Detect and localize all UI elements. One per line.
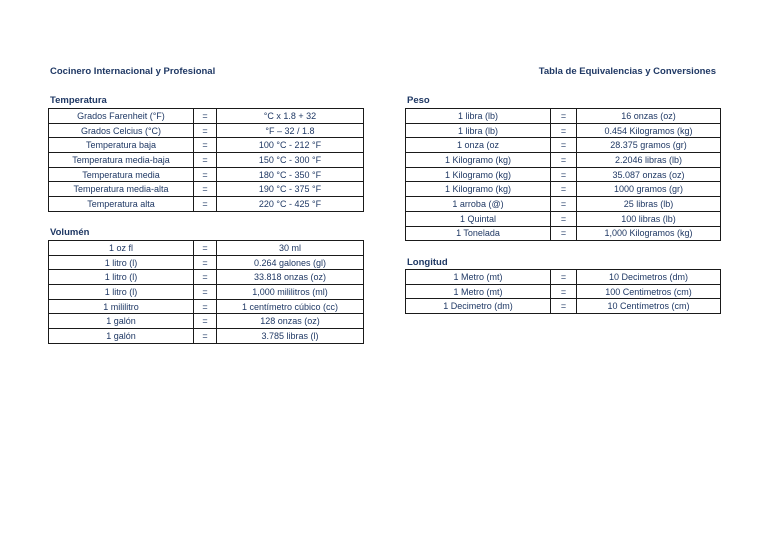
equals-cell: =: [194, 109, 217, 124]
unit-cell: Temperatura media-alta: [49, 182, 194, 197]
unit-cell: 1 mililitro: [49, 299, 194, 314]
unit-cell: Temperatura alta: [49, 197, 194, 212]
table-temperatura: [48, 108, 364, 212]
equals-cell: =: [194, 285, 217, 300]
unit-cell: 1 Decimetro (dm): [406, 299, 551, 314]
equals-cell: =: [551, 109, 577, 124]
equivalent-cell: 1,000 Kilogramos (kg): [577, 226, 721, 241]
equals-cell: =: [551, 226, 577, 241]
equals-cell: =: [194, 123, 217, 138]
unit-cell: 1 litro (l): [49, 285, 194, 300]
equals-cell: =: [194, 241, 217, 256]
section-title-volumen: Volumén: [50, 227, 90, 238]
equals-cell: =: [194, 138, 217, 153]
unit-cell: Grados Farenheit (°F): [49, 109, 194, 124]
unit-cell: 1 oz fl: [49, 241, 194, 256]
unit-cell: 1 onza (oz: [406, 138, 551, 153]
table-row: [49, 138, 364, 153]
equivalent-cell: 2.2046 libras (lb): [577, 153, 721, 168]
equivalent-cell: 100 Centimetros (cm): [577, 284, 721, 299]
equals-cell: =: [551, 182, 577, 197]
table-row: [49, 197, 364, 212]
equals-cell: =: [551, 211, 577, 226]
equals-cell: =: [194, 314, 217, 329]
table-row: [406, 211, 721, 226]
table-row: [49, 167, 364, 182]
unit-cell: 1 arroba (@): [406, 197, 551, 212]
equivalent-cell: 0.264 galones (gl): [217, 255, 364, 270]
equals-cell: =: [551, 197, 577, 212]
unit-cell: Temperatura media: [49, 167, 194, 182]
table-row: [49, 285, 364, 300]
unit-cell: Temperatura media-baja: [49, 153, 194, 168]
table-row: [406, 123, 721, 138]
equals-cell: =: [551, 167, 577, 182]
equals-cell: =: [551, 123, 577, 138]
equals-cell: =: [194, 270, 217, 285]
header-left-title: Cocinero Internacional y Profesional: [50, 66, 216, 77]
unit-cell: 1 litro (l): [49, 255, 194, 270]
section-title-longitud: Longitud: [407, 257, 448, 268]
equivalent-cell: 150 °C - 300 °F: [217, 153, 364, 168]
equivalent-cell: 1 centímetro cúbico (cc): [217, 299, 364, 314]
table-row: [49, 153, 364, 168]
equivalent-cell: 100 °C - 212 °F: [217, 138, 364, 153]
table-row: [406, 182, 721, 197]
table-row: [49, 314, 364, 329]
unit-cell: 1 libra (lb): [406, 123, 551, 138]
equivalent-cell: 128 onzas (oz): [217, 314, 364, 329]
equivalent-cell: 28.375 gramos (gr): [577, 138, 721, 153]
equivalent-cell: 30 ml: [217, 241, 364, 256]
table-row: [406, 226, 721, 241]
unit-cell: Temperatura baja: [49, 138, 194, 153]
table-row: [49, 299, 364, 314]
equivalent-cell: 1000 gramos (gr): [577, 182, 721, 197]
equivalent-cell: 190 °C - 375 °F: [217, 182, 364, 197]
unit-cell: 1 Kilogramo (kg): [406, 182, 551, 197]
equivalent-cell: 35.087 onzas (oz): [577, 167, 721, 182]
table-row: [49, 329, 364, 344]
header-right-title: Tabla de Equivalencias y Conversiones: [538, 66, 716, 77]
table-row: [406, 109, 721, 124]
equivalent-cell: 16 onzas (oz): [577, 109, 721, 124]
equals-cell: =: [551, 153, 577, 168]
table-row: [406, 138, 721, 153]
unit-cell: 1 Quintal: [406, 211, 551, 226]
unit-cell: 1 galón: [49, 314, 194, 329]
equivalent-cell: 1,000 mililitros (ml): [217, 285, 364, 300]
unit-cell: 1 galón: [49, 329, 194, 344]
equals-cell: =: [551, 299, 577, 314]
equals-cell: =: [194, 329, 217, 344]
unit-cell: 1 Metro (mt): [406, 284, 551, 299]
table-row: [49, 241, 364, 256]
section-title-peso: Peso: [407, 95, 430, 106]
table-row: [406, 299, 721, 314]
unit-cell: 1 Metro (mt): [406, 270, 551, 285]
equivalent-cell: 3.785 libras (l): [217, 329, 364, 344]
table-row: [49, 123, 364, 138]
table-peso: [405, 108, 721, 241]
equals-cell: =: [194, 255, 217, 270]
unit-cell: Grados Celcius (°C): [49, 123, 194, 138]
unit-cell: 1 libra (lb): [406, 109, 551, 124]
unit-cell: 1 Kilogramo (kg): [406, 153, 551, 168]
equals-cell: =: [194, 182, 217, 197]
table-row: [49, 270, 364, 285]
equivalent-cell: 33.818 onzas (oz): [217, 270, 364, 285]
table-row: [49, 109, 364, 124]
equals-cell: =: [551, 270, 577, 285]
equals-cell: =: [194, 299, 217, 314]
equivalent-cell: 10 Decimetros (dm): [577, 270, 721, 285]
table-row: [49, 182, 364, 197]
table-volumen: [48, 240, 364, 344]
equals-cell: =: [551, 284, 577, 299]
equivalent-cell: 0.454 Kilogramos (kg): [577, 123, 721, 138]
table-row: [406, 153, 721, 168]
section-title-temperatura: Temperatura: [50, 95, 107, 106]
unit-cell: 1 Tonelada: [406, 226, 551, 241]
table-row: [406, 167, 721, 182]
equivalent-cell: 220 °C - 425 °F: [217, 197, 364, 212]
equals-cell: =: [194, 153, 217, 168]
equivalent-cell: °C x 1.8 + 32: [217, 109, 364, 124]
table-longitud: [405, 269, 721, 314]
equivalent-cell: °F – 32 / 1.8: [217, 123, 364, 138]
table-row: [406, 197, 721, 212]
unit-cell: 1 litro (l): [49, 270, 194, 285]
equivalent-cell: 25 libras (lb): [577, 197, 721, 212]
table-row: [406, 284, 721, 299]
equivalent-cell: 100 libras (lb): [577, 211, 721, 226]
equivalent-cell: 180 °C - 350 °F: [217, 167, 364, 182]
equivalent-cell: 10 Centímetros (cm): [577, 299, 721, 314]
equals-cell: =: [551, 138, 577, 153]
equals-cell: =: [194, 197, 217, 212]
unit-cell: 1 Kilogramo (kg): [406, 167, 551, 182]
table-row: [49, 255, 364, 270]
equals-cell: =: [194, 167, 217, 182]
table-row: [406, 270, 721, 285]
